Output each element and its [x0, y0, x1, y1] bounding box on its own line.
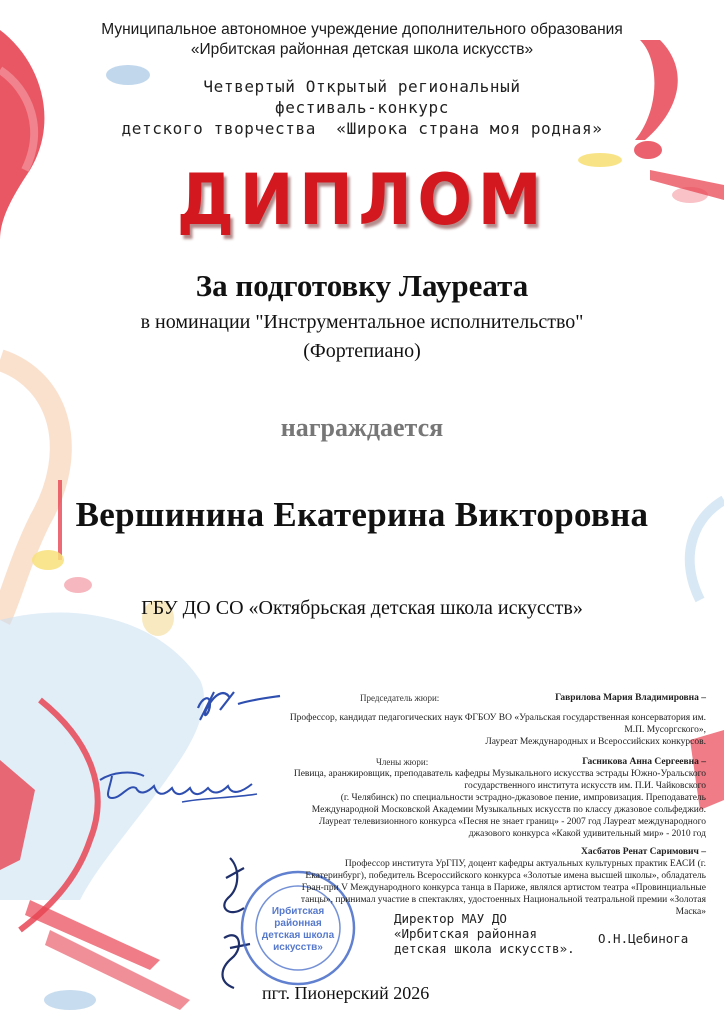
- left-yellow-note: [32, 550, 64, 570]
- left-bottom-blue-oval: [44, 990, 96, 1010]
- nomination-text: в номинации "Инструментальное исполнительство": [140, 311, 584, 333]
- jury-member-1-desc-3: (г. Челябинск) по специальности эстрадно-джазовое пение, импровизация. Преподаватель: [340, 793, 706, 803]
- jury-member-1-name: Гасникова Анна Сергеевна –: [582, 757, 706, 767]
- awarded-label: награждается: [280, 413, 444, 442]
- jury-member-2-desc-1: Профессор института УрГПУ, доцент кафедры актуальных культурных практик ЕАСИ (г.: [344, 859, 706, 869]
- top-right-note-head: [634, 141, 662, 159]
- organization-line-2: «Ирбитская районная детская школа искусств»: [190, 41, 534, 58]
- jury-member-2-desc-4: танцы», принимал участие в спектаклях, удостоенных Национальной театральной премии «Золотая: [300, 895, 706, 905]
- jury-member-1-desc-6: джазового конкурса «Какой удивительный мир» - 2010 год: [468, 829, 706, 839]
- jury-member-1-description: [236, 768, 706, 840]
- director-name: О.Н.Цебинога: [598, 931, 689, 946]
- jury-member-1-desc-1: Певица, аранжировщик, преподаватель кафедры Музыкального искусства эстрады Южно-Уральского: [293, 769, 706, 779]
- jury-chair-label: Председатель жюри:: [360, 693, 440, 703]
- stamp-line-3: детская школа: [261, 930, 335, 941]
- stamp-line-2: районная: [274, 918, 322, 929]
- jury-member-1-desc-5: Лауреат телевизионного конкурса «Песня не знает границ» - 2007 год Лауреат международного: [318, 817, 706, 827]
- festival-line-1: Четвертый Открытый региональный: [203, 77, 521, 96]
- jury-member-2-desc-5: Маска»: [675, 907, 706, 917]
- director-block: [394, 911, 604, 956]
- place-and-year: пгт. Пионерский 2026: [262, 983, 430, 1003]
- school-name: ГБУ ДО СО «Октябрьская детская школа искусств»: [141, 597, 583, 619]
- right-blue-swirl: [690, 500, 724, 600]
- jury-chair-name: Гаврилова Мария Владимировна –: [555, 693, 706, 703]
- left-peach-swirl: [0, 360, 61, 620]
- director-line-2: «Ирбитская районная: [394, 926, 537, 941]
- jury-member-1-desc-4: Международной Московской Академии Музыкальных искусств по классу джазовое сольфеджио.: [311, 805, 706, 815]
- diploma-title: ДИПЛОМ: [176, 159, 548, 241]
- stamp-line-1: Ирбитская: [271, 906, 325, 917]
- festival-line-2: фестиваль-конкурс: [275, 98, 449, 117]
- organization-line-1: Муниципальное автономное учреждение дополнительного образования: [101, 21, 623, 38]
- jury-chair-description: [236, 712, 706, 748]
- instrument-text: (Фортепиано): [303, 340, 421, 362]
- festival-title: [40, 76, 684, 139]
- jury-member-2-desc-2: Екатеринбург), победитель Всероссийского конкурса «Золотые имена высшей школы», обладатель: [305, 871, 706, 881]
- director-line-1: Директор МАУ ДО: [394, 911, 507, 926]
- recipient-name: Вершинина Екатерина Викторовна: [75, 495, 649, 534]
- jury-chair-desc-3: Лауреат Международных и Всероссийских конкурсов.: [485, 737, 706, 747]
- jury-member-2-desc-3: Гран-при V Международного конкурса танца в Париже, являлся артистом театра «Провинциальные: [301, 883, 706, 893]
- jury-chair-desc-2: М.П. Мусоргского»,: [624, 725, 706, 735]
- jury-chair-desc-1: Профессор, кандидат педагогических наук ФГБОУ ВО «Уральская государственная консерватория им.: [289, 713, 706, 723]
- left-pink-oval: [64, 577, 92, 593]
- jury-member-2-description: [286, 858, 706, 918]
- festival-line-3: детского творчества «Широка страна моя родная»: [121, 119, 603, 138]
- jury-member-2-name: Хасбатов Ренат Саримович –: [581, 847, 706, 857]
- stamp-line-4: искусств»: [273, 942, 323, 953]
- organization-header: [40, 20, 684, 60]
- award-title: За подготовку Лауреата: [195, 268, 529, 303]
- left-blue-sweep: [0, 613, 204, 901]
- director-line-3: детская школа искусств».: [394, 941, 575, 956]
- jury-members-label: Члены жюри:: [376, 757, 429, 767]
- jury-member-1-desc-2: государственного института искусств им. П.И. Чайковского: [464, 781, 706, 791]
